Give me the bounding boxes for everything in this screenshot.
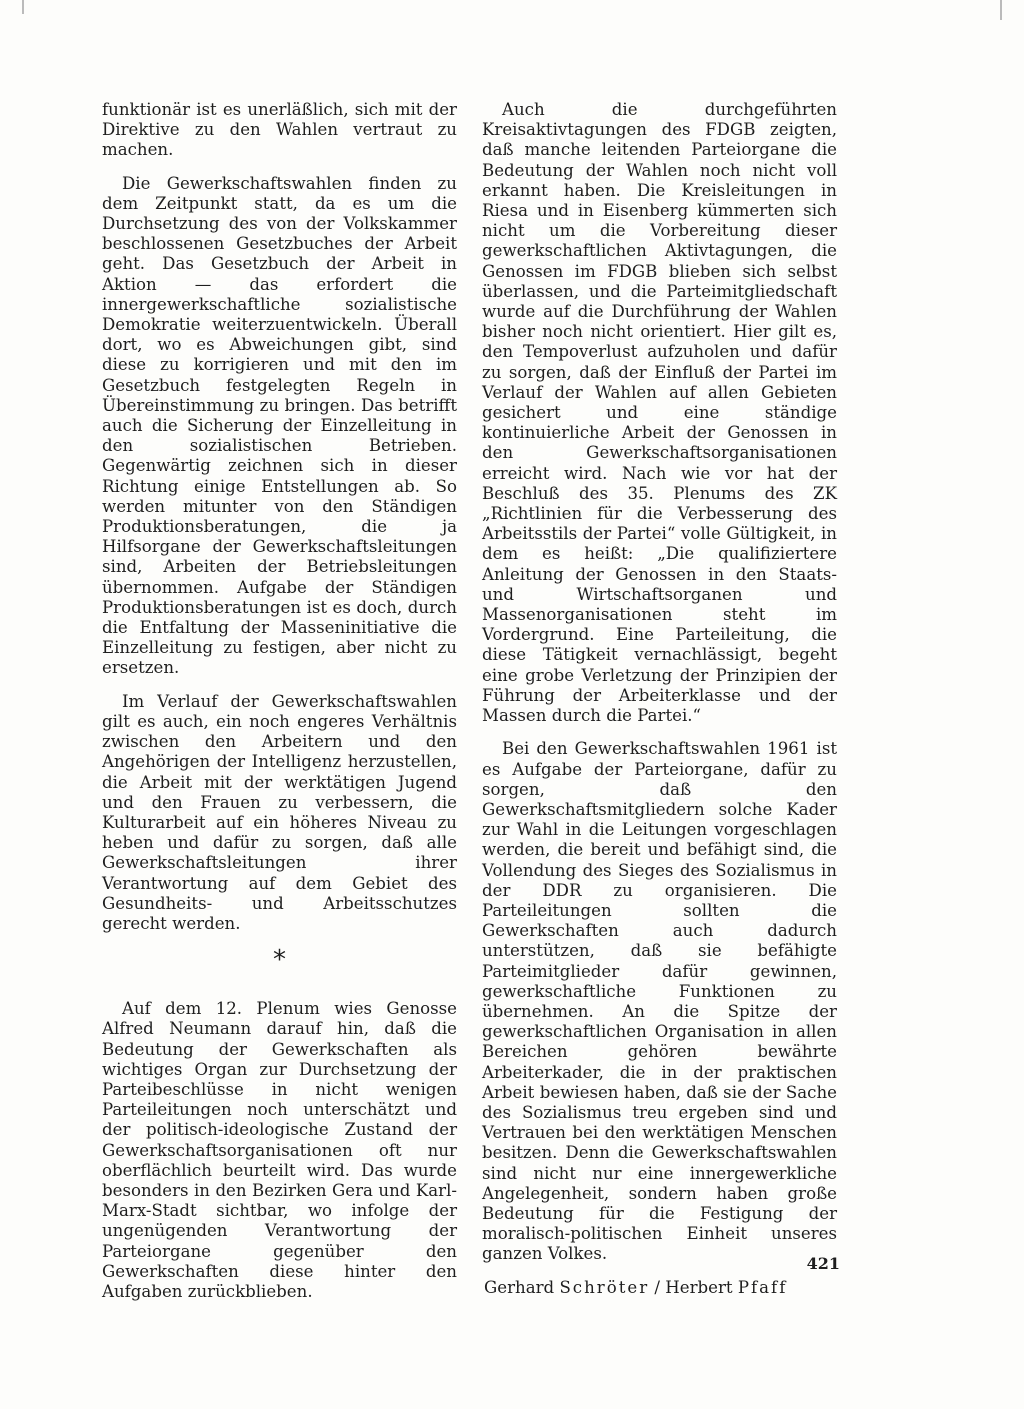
scan-mark xyxy=(1000,0,1002,20)
author-first-name: Gerhard xyxy=(484,1277,555,1297)
paragraph: funktionär ist es unerläßlich, sich mit der Direktive zu den Wahlen vertraut zu machen. xyxy=(102,100,457,160)
author-divider: / xyxy=(654,1277,661,1297)
right-column xyxy=(482,100,837,1298)
paragraph: Auch die durchgeführten Kreisaktivtagungen des FDGB zeigten, daß manche leitenden Parteiorgane die Bedeutung der Wahlen noch nicht voll erkannt haben. Die Kreisleitungen in Riesa und in Eisenberg kümmerten sich nicht um die Vorbereitung dieser gewerkschaftlichen Aktivtagungen, die Genossen im FDGB blieben sich selbst überlassen, und die Parteimitgliedschaft wurde auf die Durchführung der Wahlen bisher noch nicht orientiert. Hier gilt es, den Tempoverlust aufzuholen und dafür zu sorgen, daß der Einfluß der Partei im Verlauf der Wahlen auf allen Gebieten gesichert und eine ständige kontinuierliche Arbeit der Genossen in den Gewerkschaftsorganisationen erreicht wird. Nach wie vor hat der Beschluß des 35. Plenums des ZK „Richtlinien für die Verbesserung des Arbeitsstils der Partei“ volle Gültigkeit, in dem es heißt: „Die qualifiziertere Anleitung der Genossen in den Staats- und Wirtschaftsorganen und Massenorganisationen steht im Vordergrund. Eine Parteileitung, die diese Tätigkeit vernachlässigt, begeht eine grobe Verletzung der Prinzipien der Führung der Arbeiterklasse und der Massen durch die Partei.“ xyxy=(482,100,837,726)
author-first-name: Herbert xyxy=(665,1277,733,1297)
paragraph: Die Gewerkschaftswahlen finden zu dem Zeitpunkt statt, da es um die Durchsetzung des von der Volkskammer beschlossenen Gesetzbuches der Arbeit geht. Das Gesetzbuch der Arbeit in Aktion — das erfordert die innergewerkschaftliche sozialistische Demokratie weiterzuentwickeln. Überall dort, wo es Abweichungen gibt, sind diese zu korrigieren und mit den im Gesetzbuch festgelegten Regeln in Übereinstimmung zu bringen. Das betrifft auch die Sicherung der Einzelleitung in den sozialistischen Betrieben. Gegenwärtig zeichnen sich in dieser Richtung einige Entstellungen ab. So werden mitunter von den Ständigen Produktionsberatungen, die ja Hilfsorgane der Gewerkschaftsleitungen sind, Arbeiten der Betriebsleitungen übernommen. Aufgabe der Ständigen Produktionsberatungen ist es doch, durch die Entfaltung der Masseninitiative die Einzelleitung zu festigen, aber nicht zu ersetzen. xyxy=(102,173,457,678)
paragraph: Bei den Gewerkschaftswahlen 1961 ist es Aufgabe der Parteiorgane, dafür zu sorgen, daß den Gewerkschaftsmitgliedern solche Kader zur Wahl in die Leitungen vorgeschlagen werden, die bereit und befähigt sind, die Vollendung des Sieges des Sozialismus in der DDR zu organisieren. Die Parteileitungen sollten die Gewerkschaften auch dadurch unterstützen, daß sie befähigte Parteimitglieder dafür gewinnen, gewerkschaftliche Funktionen zu übernehmen. An die Spitze der gewerkschaftlichen Organisation in allen Bereichen gehören bewährte Arbeiterkader, die in der praktischen Arbeit bewiesen haben, daß sie der Sache des Sozialismus treu ergeben sind und Vertrauen bei den werktätigen Menschen besitzen. Denn die Gewerkschaftswahlen sind nicht nur eine innergewerkliche Angelegenheit, sondern haben große Bedeutung für die Festigung der moralisch-politischen Einheit unseres ganzen Volkes. xyxy=(482,739,837,1264)
scan-mark xyxy=(22,0,24,14)
author-last-name: Pfaff xyxy=(737,1277,788,1297)
left-column xyxy=(102,100,457,1315)
author-signature xyxy=(482,1278,837,1298)
paragraph: Auf dem 12. Plenum wies Genosse Alfred Neumann darauf hin, daß die Bedeutung der Gewerkschaften als wichtiges Organ zur Durchsetzung der Parteibeschlüsse in nicht wenigen Parteileitungen noch unterschätzt und der politisch-ideologische Zustand der Gewerkschaftsorganisationen oft nur oberflächlich beurteilt wird. Das wurde besonders in den Bezirken Gera und Karl-Marx-Stadt sichtbar, wo infolge der ungenügenden Verantwortung der Parteiorgane gegenüber den Gewerkschaften diese hinter den Aufgaben zurückblieben. xyxy=(102,999,457,1301)
section-separator: * xyxy=(273,945,286,976)
author-last-name: Schröter xyxy=(559,1277,650,1297)
paragraph: Im Verlauf der Gewerkschaftswahlen gilt es auch, ein noch engeres Verhältnis zwischen den Arbeitern und den Angehörigen der Intelligenz herzustellen, die Arbeit mit der werktätigen Jugend und den Frauen zu verbessern, die Kulturarbeit auf ein höheres Niveau zu heben und dafür zu sorgen, daß alle Gewerkschaftsleitungen ihrer Verantwortung auf dem Gebiet des Gesundheits- und Arbeitsschutzes gerecht werden. xyxy=(102,691,457,933)
page-number: 421 xyxy=(806,1254,840,1273)
